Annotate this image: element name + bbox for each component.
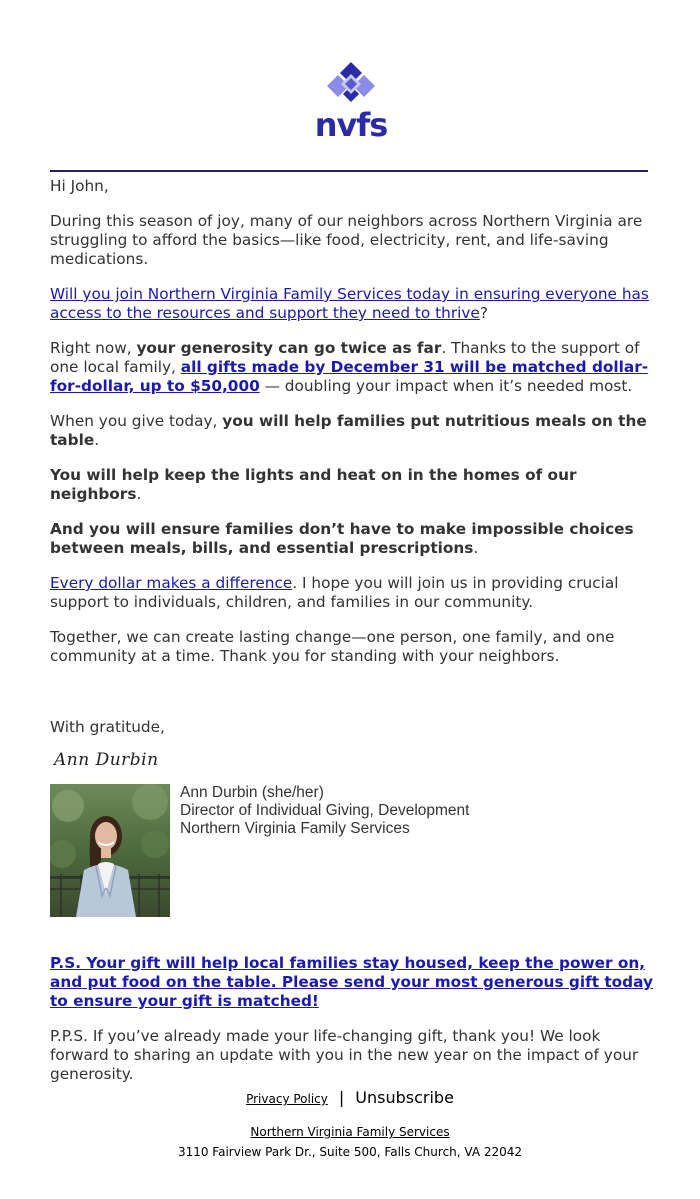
join-nvfs-link[interactable]: Will you join Northern Virginia Family Services today in ensuring everyone has access to the resources and support they need to thrive [50,285,649,322]
signature-details [180,784,469,838]
postscript-gift-link[interactable]: P.S. Your gift will help local families stay housed, keep the power on, and put food on the table. Please send your most generous gift today to ensure your gift is matched! [50,954,653,1010]
privacy-policy-link[interactable]: Privacy Policy [246,1092,328,1106]
match-text-tail: — doubling your impact when it’s needed most. [259,377,633,395]
unsubscribe-link[interactable]: Unsubscribe [355,1088,454,1107]
meals-bold-text: you will help families put nutritious meals on the table [50,412,647,449]
paragraph-join [50,285,655,323]
nvfs-logo[interactable] [306,60,396,150]
portrait-image [50,784,170,917]
paragraph-together: Together, we can create lasting change—one person, one family, and one community at a time. Thank you for standing with your neighbors. [50,628,615,665]
paragraph-intro: During this season of joy, many of our neighbors across Northern Virginia are struggling to afford the basics—like food, electricity, rent, and life-saving medications. [50,212,643,268]
signature-block [50,784,655,918]
greeting: Hi John, [50,177,109,195]
choices-bold-text: And you will ensure families don’t have to make impossible choices between meals, bills, and essential prescriptions [50,520,634,557]
match-text-mid: . Thanks to the support of one local family, [50,339,640,376]
paragraph-choices [50,520,655,558]
post-postscript: P.P.S. If you’ve already made your life-changing gift, thank you! We look forward to sharing an update with you in the new year on the impact of your generosity. [50,1027,639,1083]
email-footer [0,1088,700,1160]
footer-organization-link[interactable]: Northern Virginia Family Services [250,1125,450,1139]
match-bold-text: your generosity can go twice as far [136,339,442,357]
footer-links [0,1088,700,1108]
diamond-logo-icon [306,60,396,108]
paragraph-match [50,339,655,396]
footer-address: 3110 Fairview Park Dr., Suite 500, Falls Church, VA 22042 [177,1145,523,1159]
signer-title: Director of Individual Giving, Development [180,802,470,819]
match-text-pre: Right now, [50,339,137,357]
footer-separator: | [338,1088,345,1107]
email-body [50,177,655,1100]
lights-bold-text: You will help keep the lights and heat on in the homes of our neighbors [50,466,577,503]
handwritten-signature: Ann Durbin [54,750,159,770]
logo-wordmark: nvfs [314,106,388,144]
join-question-mark: ? [479,304,488,322]
every-dollar-link[interactable]: Every dollar makes a difference [50,574,293,592]
staff-photo [50,784,170,917]
signer-name: Ann Durbin (she/her) [180,784,324,801]
meals-text-pre: When you give today, [50,412,223,430]
header-divider [50,170,648,172]
choices-text-tail: . [473,539,479,557]
match-gift-link-text: all gifts made by December 31 will be matched dollar-for-dollar, up to $50,000 [50,358,649,395]
paragraph-meals [50,412,655,450]
meals-text-tail: . [94,431,100,449]
closing: With gratitude, [50,718,165,736]
signer-organization: Northern Virginia Family Services [180,820,410,837]
postscript [50,954,655,1011]
lights-text-tail: . [136,485,142,503]
paragraph-lights [50,466,655,504]
every-dollar-text-tail: . I hope you will join us in providing crucial support to individuals, children, and families in our community. [50,574,619,611]
paragraph-every-dollar [50,574,655,612]
